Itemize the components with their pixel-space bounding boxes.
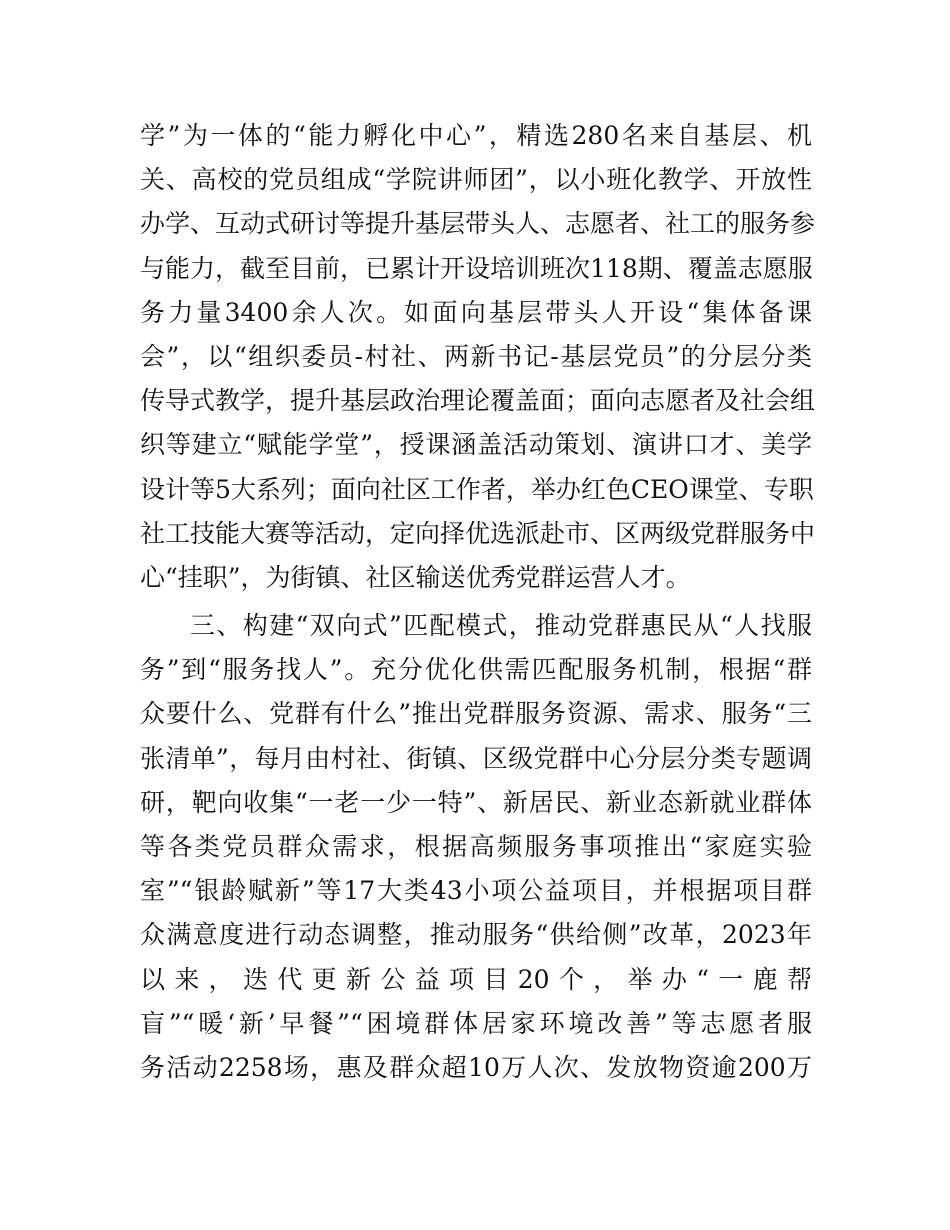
- text-line: 三、构建“双向式”匹配模式，推动党群惠民从“人找服: [190, 611, 812, 641]
- text-line: 织等建立“赋能学堂”，授课涵盖活动策划、演讲口才、美学: [140, 430, 812, 460]
- text-line: 以来，迭代更新公益项目20个，举办“一鹿帮: [140, 964, 812, 994]
- text-line: 张清单”，每月由村社、街镇、区级党群中心分层分类专题调: [140, 743, 812, 773]
- text-line: 与能力，截至目前，已累计开设培训班次118期、覆盖志愿服: [140, 253, 813, 283]
- text-line: 务活动2258场，惠及群众超10万人次、发放物资逾200万: [140, 1052, 812, 1082]
- text-line: 室”“银龄赋新”等17大类43小项公益项目，并根据项目群: [140, 876, 812, 906]
- text-line: 众满意度进行动态调整，推动服务“供给侧”改革，2023年: [140, 920, 812, 950]
- text-line: 务”到“服务找人”。充分优化供需匹配服务机制，根据“群: [140, 655, 812, 685]
- text-line: 会”，以“组织委员-村社、两新书记-基层党员”的分层分类: [140, 341, 812, 371]
- text-line: 社工技能大赛等活动，定向择优选派赴市、区两级党群服务中: [140, 518, 816, 548]
- text-line: 众要什么、党群有什么”推出党群服务资源、需求、服务“三: [140, 699, 812, 729]
- text-line: 设计等5大系列；面向社区工作者，举办红色CEO课堂、专职: [140, 474, 814, 504]
- text-line: 务力量3400余人次。如面向基层带头人开设“集体备课: [140, 297, 812, 327]
- text-line: 传导式教学，提升基层政治理论覆盖面；面向志愿者及社会组: [140, 386, 816, 416]
- text-line: 等各类党员群众需求，根据高频服务事项推出“家庭实验: [140, 832, 812, 861]
- paragraph-1: [140, 114, 816, 600]
- text-line: 研，靶向收集“一老一少一特”、新居民、新业态新就业群体: [140, 787, 812, 817]
- text-line: 关、高校的党员组成“学院讲师团”，以小班化教学、开放性: [140, 165, 812, 195]
- paragraph-2: [140, 604, 812, 1090]
- body-text: [140, 114, 816, 1090]
- text-line: 盲”“暖‘新’早餐”“困境群体居家环境改善”等志愿者服: [140, 1008, 812, 1038]
- text-line: 办学、互动式研讨等提升基层带头人、志愿者、社工的服务参: [140, 209, 816, 239]
- text-line: 学”为一体的“能力孵化中心”，精选280名来自基层、机: [140, 121, 812, 150]
- text-line: 心“挂职”，为街镇、社区输送优秀党群运营人才。: [140, 562, 691, 592]
